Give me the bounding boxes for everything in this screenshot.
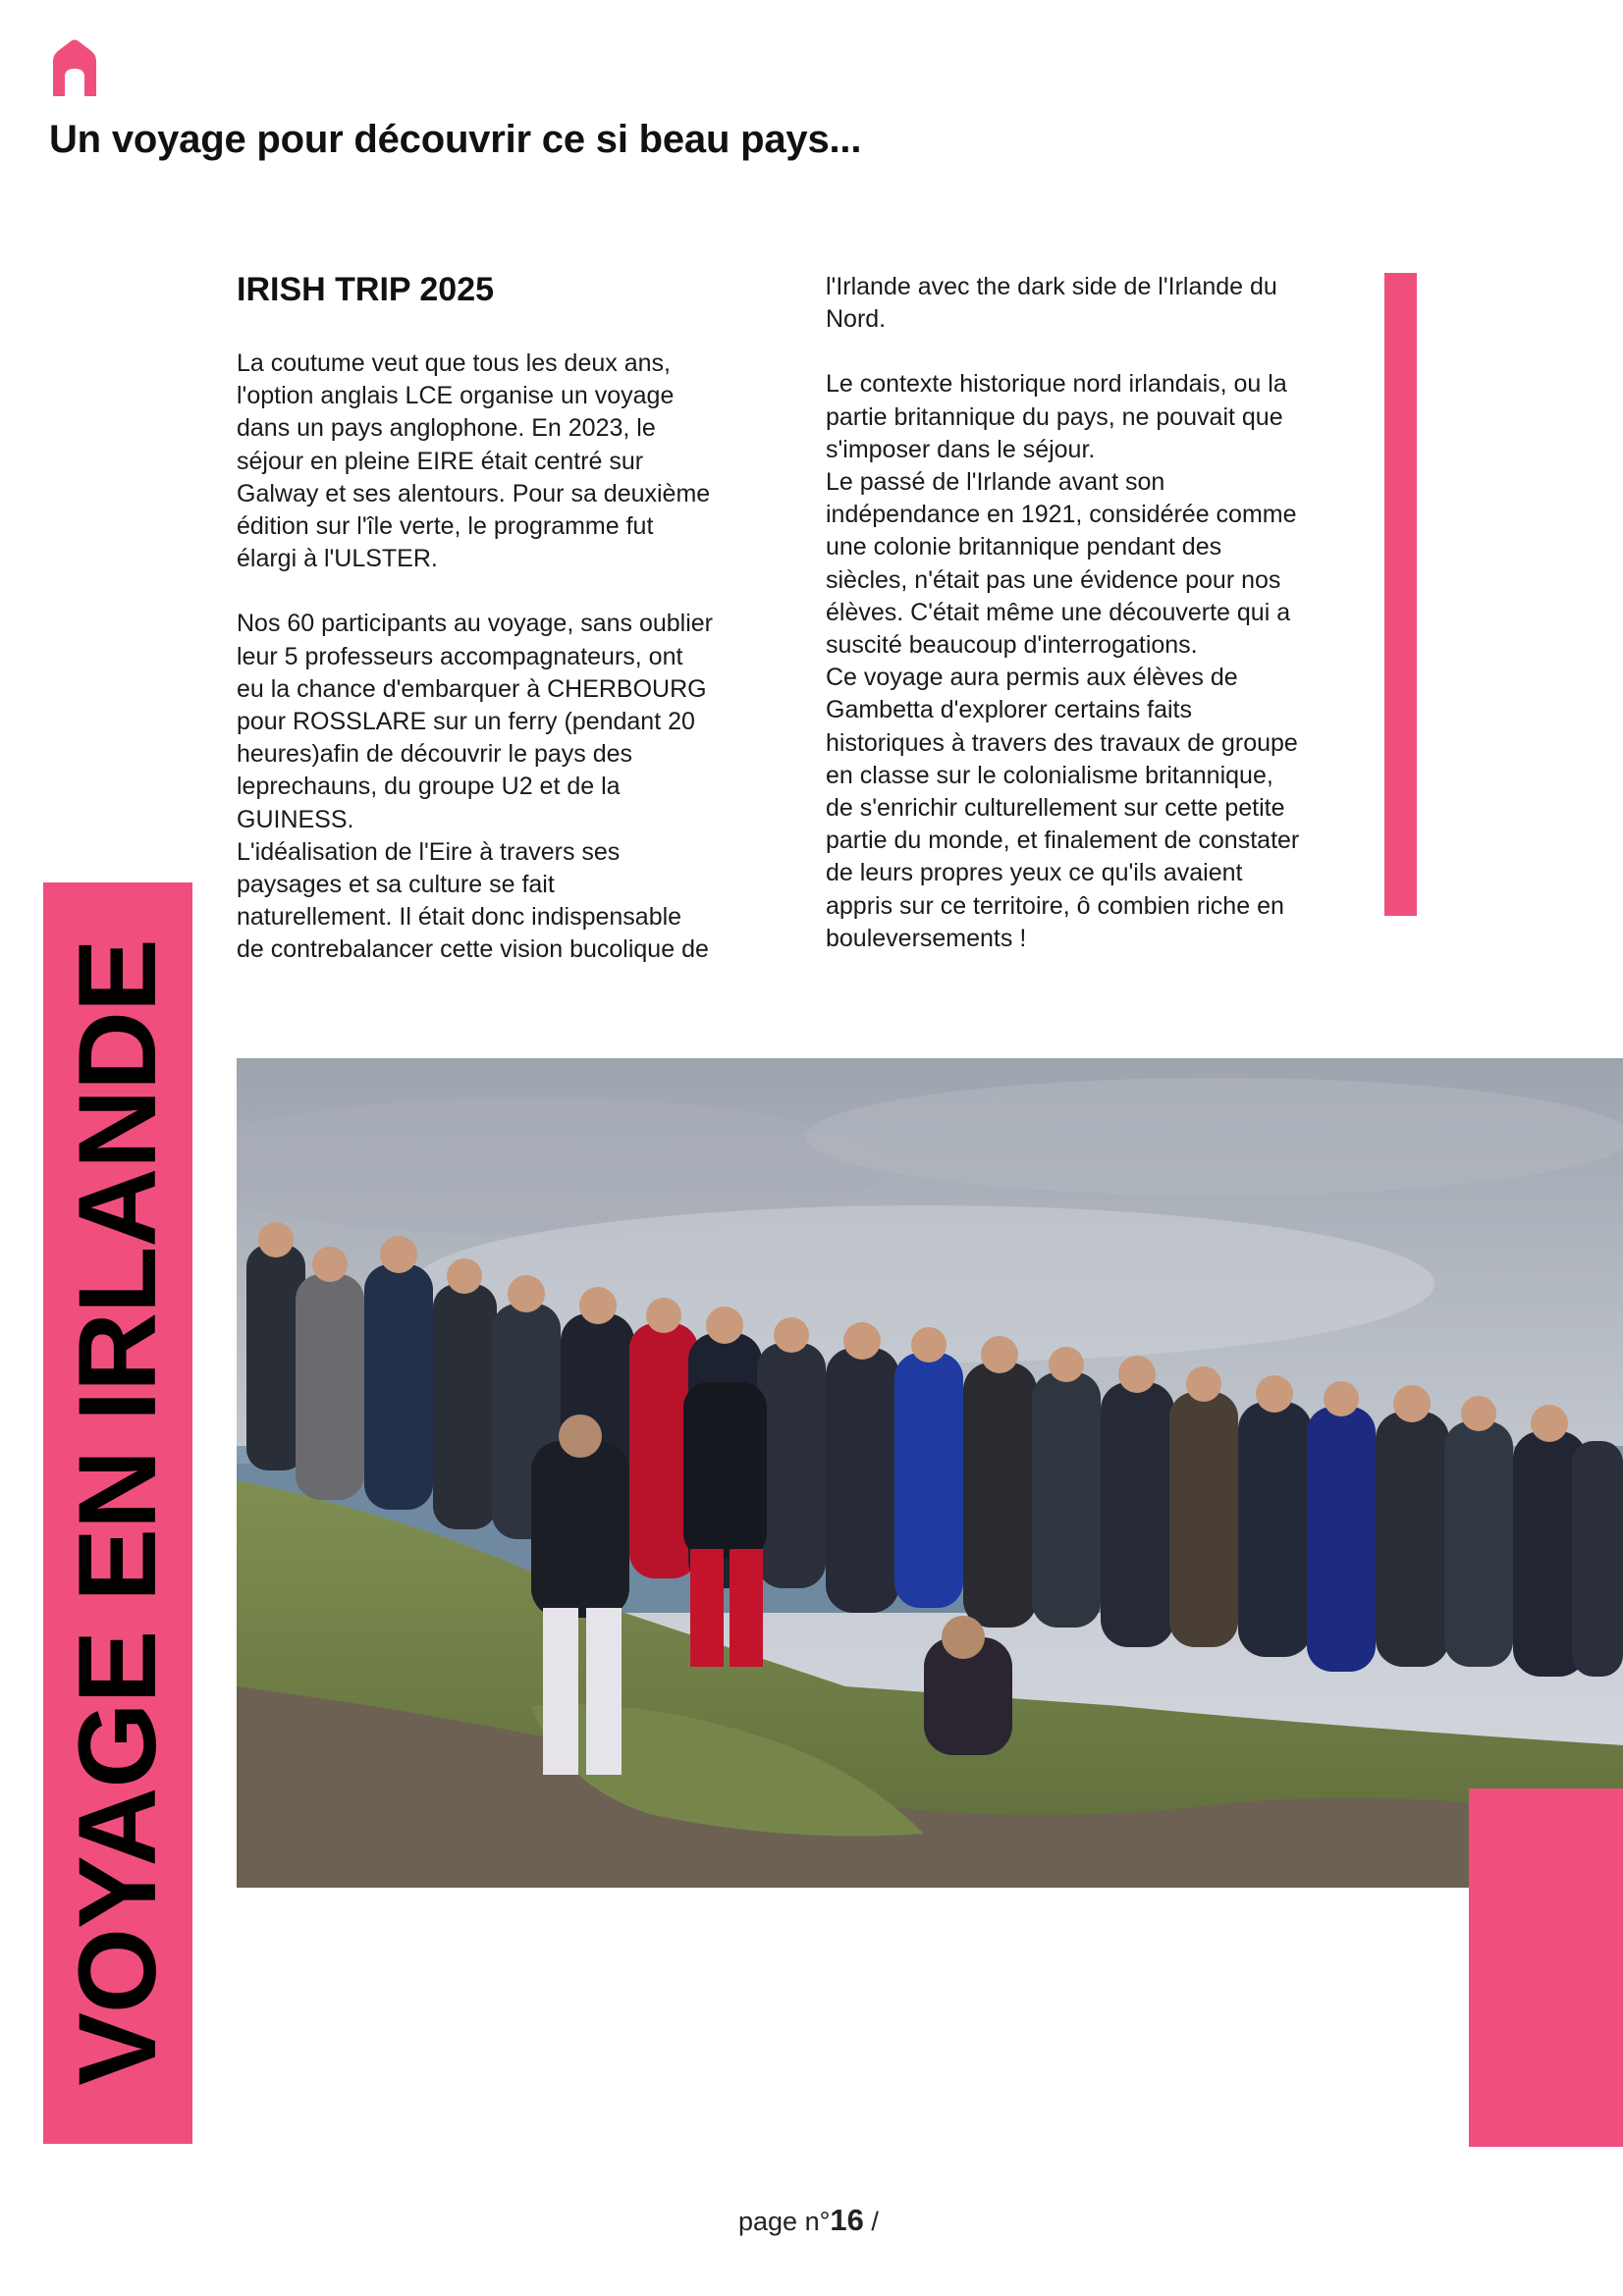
article-column-right	[826, 271, 1376, 955]
accent-bar-bottom-right	[1469, 1789, 1623, 2147]
text-line: partie britannique du pays, ne pouvait que	[826, 402, 1283, 431]
paragraph	[826, 271, 1376, 336]
text-line: édition sur l'île verte, le programme fut	[237, 512, 654, 541]
page-number-prefix: page n°	[738, 2207, 831, 2236]
text-line: Nord.	[826, 305, 887, 334]
page-heading: Un voyage pour découvrir ce si beau pays...	[49, 118, 862, 161]
text-line: Le contexte historique nord irlandais, ou la	[826, 370, 1287, 399]
text-line: GUINESS.	[237, 805, 354, 833]
text-line: eu la chance d'embarquer à CHERBOURG	[237, 674, 707, 703]
text-line: siècles, n'était pas une évidence pour nos	[826, 565, 1281, 594]
text-line: paysages et sa culture se fait	[237, 871, 555, 899]
text-line: séjour en pleine EIRE était centré sur	[237, 447, 644, 475]
text-line: indépendance en 1921, considérée comme	[826, 501, 1297, 529]
text-line: élargi à l'ULSTER.	[237, 545, 438, 573]
text-line: naturellement. Il était donc indispensable	[237, 903, 682, 932]
text-line: L'idéalisation de l'Eire à travers ses	[237, 837, 621, 866]
text-line: dans un pays anglophone. En 2023, le	[237, 414, 656, 443]
text-line: La coutume veut que tous les deux ans,	[237, 349, 671, 377]
text-line: l'Irlande avec the dark side de l'Irlande du	[826, 273, 1277, 300]
text-line: Nos 60 participants au voyage, sans oublier	[237, 610, 714, 638]
accent-bar-top-right	[1384, 273, 1417, 916]
paragraph	[237, 608, 786, 966]
text-line: en classe sur le colonialisme britannique,	[826, 761, 1273, 789]
text-line: une colonie britannique pendant des	[826, 533, 1222, 561]
article-title: IRISH TRIP 2025	[237, 271, 495, 308]
text-line: Gambetta d'explorer certains faits	[826, 696, 1192, 724]
paragraph	[826, 368, 1376, 955]
text-line: pour ROSSLARE sur un ferry (pendant 20	[237, 708, 695, 736]
article-column-left	[237, 347, 786, 967]
text-line: s'imposer dans le séjour.	[826, 435, 1096, 463]
text-line: élèves. C'était même une découverte qui a	[826, 598, 1291, 626]
side-title-band	[43, 882, 192, 2144]
text-line: l'option anglais LCE organise un voyage	[237, 382, 675, 410]
text-line: Galway et ses alentours. Pour sa deuxième	[237, 479, 711, 507]
text-line: leprechauns, du groupe U2 et de la	[237, 773, 621, 801]
text-line: appris sur ce territoire, ô combien riche en	[826, 891, 1284, 920]
text-line: Ce voyage aura permis aux élèves de	[826, 664, 1238, 692]
paragraph	[237, 347, 786, 575]
text-line: Le passé de l'Irlande avant son	[826, 468, 1165, 497]
text-line: de leurs propres yeux ce qu'ils avaient	[826, 859, 1243, 887]
page-number	[738, 2203, 879, 2238]
page-number-suffix: /	[863, 2207, 879, 2236]
text-line: de contrebalancer cette vision bucolique de	[237, 935, 709, 964]
page-number-value: 16	[830, 2203, 864, 2237]
text-line: heures)afin de découvrir le pays des	[237, 740, 633, 769]
side-title: VOYAGE EN IRLANDE	[56, 939, 179, 2086]
home-icon[interactable]	[49, 37, 100, 98]
text-line: partie du monde, et finalement de constater	[826, 827, 1300, 855]
text-line: historiques à travers des travaux de groupe	[826, 728, 1298, 757]
text-line: bouleversements !	[826, 924, 1027, 952]
group-photo	[237, 1058, 1623, 1888]
text-line: suscité beaucoup d'interrogations.	[826, 631, 1198, 660]
text-line: de s'enrichir culturellement sur cette petite	[826, 794, 1285, 823]
text-line: leur 5 professeurs accompagnateurs, ont	[237, 642, 683, 670]
